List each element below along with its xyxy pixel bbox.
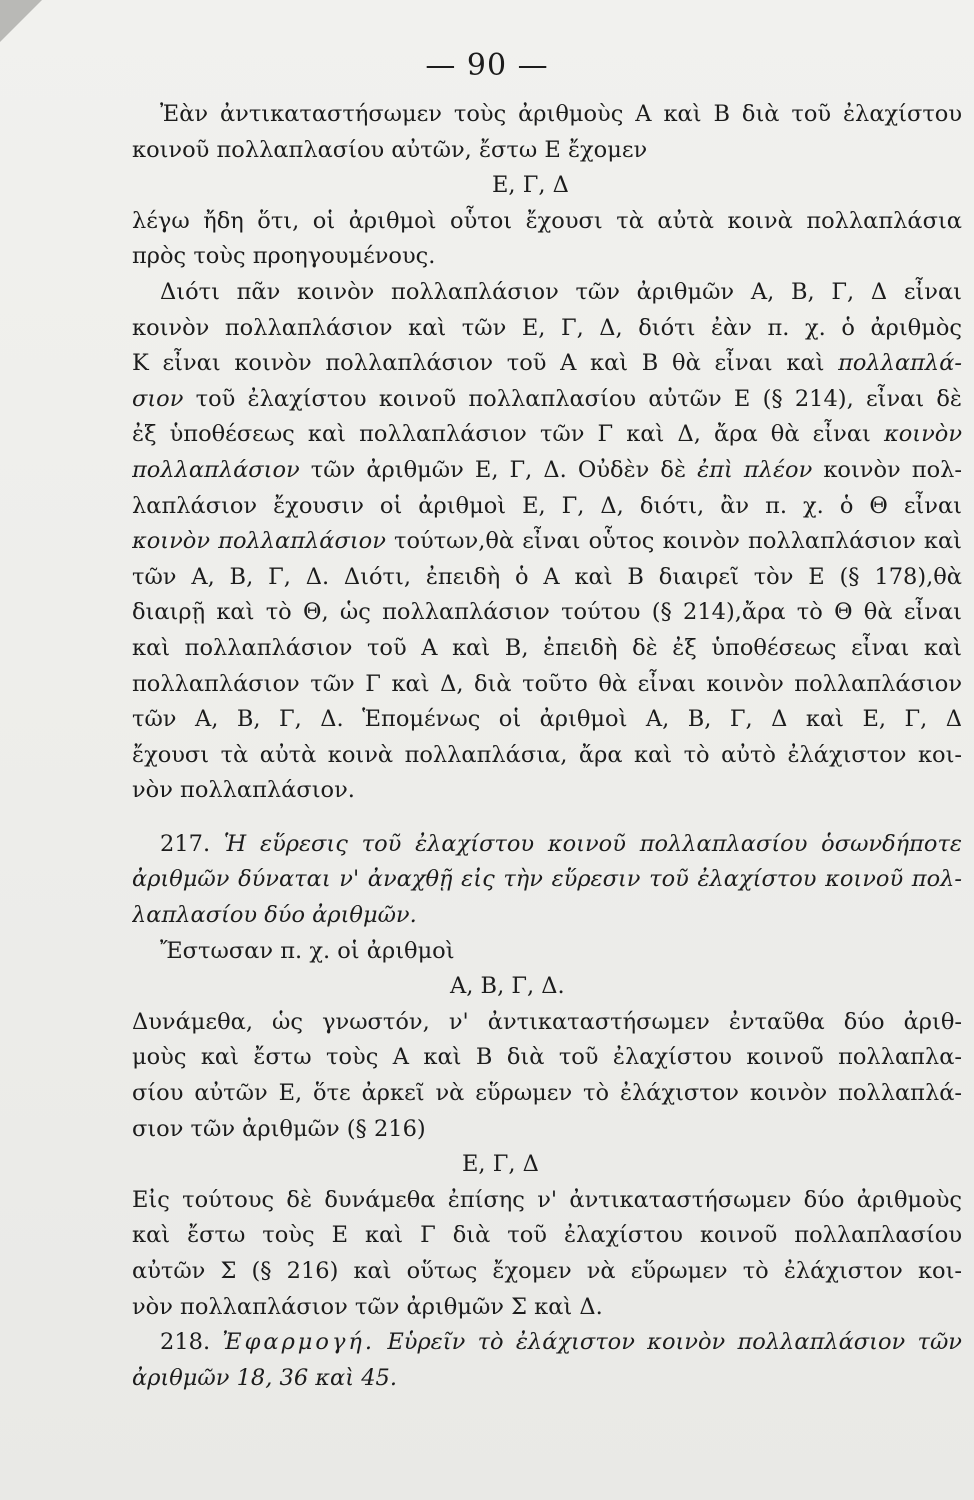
italic-span: πολλαπλάσιον	[132, 456, 300, 483]
text-line: μοὺς καὶ ἔστω τοὺς Α καὶ Β διὰ τοῦ ἐλαχίστου κοινοῦ πολλαπλα-	[132, 1044, 962, 1071]
text-line	[132, 453, 962, 489]
text-span: τούτων,θὰ εἶναι οὗτος κοινὸν πολλαπλάσιον καὶ	[385, 528, 962, 555]
italic-span: ἐπὶ πλέον	[697, 456, 813, 483]
text-line: κοινοῦ πολλαπλασίου αὐτῶν, ἔστω Ε ἔχομεν	[132, 136, 648, 163]
text-line: τῶν Α, Β, Γ, Δ. Διότι, ἐπειδὴ ὁ Α καὶ Β διαιρεῖ τὸν Ε (§ 178),θὰ	[132, 563, 962, 590]
text-line	[132, 524, 962, 560]
section-218	[132, 1325, 962, 1396]
text-line: ἀριθμῶν δύναται ν' ἀναχθῇ εἰς τὴν εὕρεσιν τοῦ ἐλαχίστου κοινοῦ πολ-	[132, 866, 962, 893]
text-line: Ἐὰν ἀντικαταστήσωμεν τοὺς ἀριθμοὺς Α καὶ Β διὰ τοῦ ἐλαχίστου	[160, 101, 962, 127]
formula-line: Ε, Γ, Δ	[492, 172, 569, 199]
text-line: νὸν πολλαπλάσιον.	[132, 777, 355, 804]
text-line	[132, 417, 962, 453]
text-line: σιον τῶν ἀριθμῶν (§ 216)	[132, 1115, 426, 1142]
section-heading: Ἡ εὕρεσις τοῦ ἐλαχίστου κοινοῦ πολλαπλασίου ὁσωνδήποτε	[210, 830, 962, 857]
text-line: νὸν πολλαπλάσιον τῶν ἀριθμῶν Σ καὶ Δ.	[132, 1293, 603, 1320]
text-line: λαπλάσιον ἔχουσιν οἱ ἀριθμοὶ Ε, Γ, Δ, διότι, ἂν π. χ. ὁ Θ εἶναι	[132, 492, 962, 519]
italic-span: κοινὸν	[883, 421, 962, 448]
text-line: διαιρῇ καὶ τὸ Θ, ὡς πολλαπλάσιον τούτου (§ 214),ἄρα τὸ Θ θὰ εἶναι	[132, 599, 962, 626]
text-line: αὐτῶν Σ (§ 216) καὶ οὕτως ἔχομεν νὰ εὕρωμεν τὸ ἐλάχιστον κοι-	[132, 1258, 962, 1284]
text-line: λαπλασίου δύο ἀριθμῶν.	[132, 902, 417, 929]
text-line: πρὸς τοὺς προηγουμένους.	[132, 243, 436, 270]
formula-line: Α, Β, Γ, Δ.	[450, 973, 565, 1000]
page-body	[132, 97, 962, 1396]
text-line	[132, 346, 962, 382]
italic-span: σιον	[132, 385, 184, 412]
paragraph-proof	[132, 275, 962, 809]
text-line	[132, 1325, 962, 1361]
text-span: ἐξ ὑποθέσεως καὶ πολλαπλάσιον τῶν Γ καὶ Δ, ἄρα θὰ εἶναι	[132, 421, 884, 448]
section-217	[132, 827, 962, 1325]
text-line: ἔχουσι τὰ αὐτὰ κοινὰ πολλαπλάσια, ἄρα καὶ τὸ αὐτὸ ἐλάχιστον κοι-	[132, 741, 962, 768]
italic-span: πολλαπλά-	[838, 350, 962, 377]
section-number: 218.	[160, 1329, 211, 1356]
text-span: τῶν ἀριθμῶν Ε, Γ, Δ. Οὐδὲν δὲ	[299, 456, 698, 483]
section-heading: Εὑρεῖν τὸ ἐλάχιστον κοινὸν πολλαπλάσιον τῶν	[375, 1329, 962, 1356]
text-line	[132, 827, 962, 863]
text-line: Διότι πᾶν κοινὸν πολλαπλάσιον τῶν ἀριθμῶν Α, Β, Γ, Δ εἶναι	[160, 278, 962, 305]
italic-span: κοινὸν πολλαπλάσιον	[132, 528, 386, 555]
section-label: Ἐφαρμογή.	[222, 1329, 376, 1356]
text-line: κοινὸν πολλαπλάσιον καὶ τῶν Ε, Γ, Δ, διότι ἐὰν π. χ. ὁ ἀριθμὸς	[132, 314, 962, 341]
text-line: Δυνάμεθα, ὡς γνωστόν, ν' ἀντικαταστήσωμεν ἐνταῦθα δύο ἀριθ-	[132, 1008, 962, 1035]
text-line: καὶ πολλαπλάσιον τοῦ Α καὶ Β, ἐπειδὴ δὲ ἐξ ὑποθέσεως εἶναι καὶ	[132, 634, 962, 661]
folded-corner	[0, 0, 42, 42]
paragraph-substitution	[132, 97, 962, 275]
text-line: Ἔστωσαν π. χ. οἱ ἀριθμοὶ	[160, 937, 455, 964]
text-span: κοινὸν πολ-	[812, 456, 962, 483]
text-line: καὶ ἔστω τοὺς Ε καὶ Γ διὰ τοῦ ἐλαχίστου κοινοῦ πολλαπλασίου	[132, 1222, 962, 1249]
text-line: σίου αὐτῶν Ε, ὅτε ἀρκεῖ νὰ εὕρωμεν τὸ ἐλάχιστον κοινὸν πολλαπλά-	[132, 1080, 962, 1107]
text-line: τῶν Α, Β, Γ, Δ. Ἑπομένως οἱ ἀριθμοὶ Α, Β, Γ, Δ καὶ Ε, Γ, Δ	[132, 706, 962, 733]
text-span: τοῦ ἐλαχίστου κοινοῦ πολλαπλασίου αὐτῶν Ε (§ 214), εἶναι δὲ	[183, 385, 962, 412]
section-gap	[132, 809, 962, 827]
text-line	[132, 382, 962, 418]
text-line: πολλαπλάσιον τῶν Γ καὶ Δ, διὰ τοῦτο θὰ εἶναι κοινὸν πολλαπλάσιον	[132, 670, 962, 697]
page-number: — 90 —	[425, 48, 549, 83]
text-line: Εἰς τούτους δὲ δυνάμεθα ἐπίσης ν' ἀντικαταστήσωμεν δύο ἀριθμοὺς	[132, 1186, 962, 1213]
text-line: ἀριθμῶν 18, 36 καὶ 45.	[132, 1364, 398, 1391]
text-span: Κ εἶναι κοινὸν πολλαπλάσιον τοῦ Α καὶ Β θὰ εἶναι καὶ	[132, 350, 839, 377]
formula-line: Ε, Γ, Δ	[462, 1151, 539, 1178]
text-line: λέγω ἤδη ὅτι, οἱ ἀριθμοὶ οὗτοι ἔχουσι τὰ αὐτὰ κοινὰ πολλαπλάσια	[132, 207, 962, 234]
section-number: 217.	[160, 830, 211, 857]
